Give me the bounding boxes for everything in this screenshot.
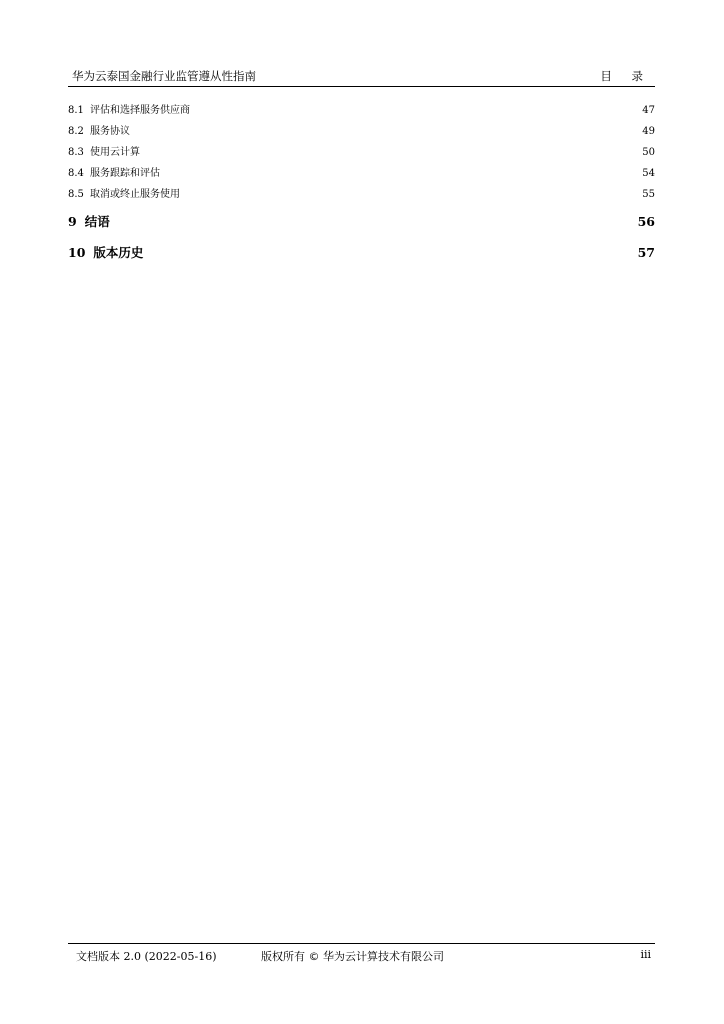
toc-number: 8.5 (68, 189, 84, 200)
dot-leader (145, 256, 635, 257)
dot-leader (162, 175, 640, 176)
toc-title: 版本历史 (93, 245, 144, 260)
toc-page-number: 54 (642, 168, 655, 179)
toc-title: 服务跟踪和评估 (90, 168, 160, 179)
dot-leader (192, 112, 640, 113)
dot-leader (182, 196, 640, 197)
toc-entry-8-4[interactable] (68, 163, 655, 184)
toc-title: 使用云计算 (90, 147, 140, 158)
toc-number: 9 (68, 214, 77, 229)
toc-page-number: 50 (642, 147, 655, 158)
toc-entry-10[interactable] (68, 238, 655, 267)
toc-title: 服务协议 (90, 126, 130, 137)
table-of-contents (68, 100, 655, 267)
page-number: iii (640, 948, 651, 961)
toc-number: 8.3 (68, 147, 84, 158)
toc-page-number: 49 (642, 126, 655, 137)
toc-entry-8-1[interactable] (68, 100, 655, 121)
document-version: 文档版本 2.0 (2022-05-16) (76, 950, 217, 963)
toc-title: 取消或终止服务使用 (90, 189, 180, 200)
toc-entry-9[interactable] (68, 207, 655, 236)
dot-leader (142, 154, 640, 155)
toc-number: 8.1 (68, 105, 84, 116)
toc-title: 评估和选择服务供应商 (90, 105, 190, 116)
toc-entry-8-2[interactable] (68, 121, 655, 142)
section-title: 目 录 (600, 69, 651, 83)
document-title: 华为云泰国金融行业监管遵从性指南 (72, 69, 256, 83)
copyright-notice: 版权所有 © 华为云计算技术有限公司 (261, 950, 444, 963)
toc-number: 8.2 (68, 126, 84, 137)
toc-page-number: 47 (642, 105, 655, 116)
toc-page-number: 56 (637, 214, 655, 229)
toc-entry-8-3[interactable] (68, 142, 655, 163)
dot-leader (132, 133, 640, 134)
toc-entry-8-5[interactable] (68, 184, 655, 205)
page-footer (68, 943, 655, 964)
page-header (68, 66, 655, 87)
toc-number: 10 (68, 245, 86, 260)
dot-leader (112, 225, 636, 226)
toc-page-number: 55 (642, 189, 655, 200)
toc-number: 8.4 (68, 168, 84, 179)
toc-page-number: 57 (637, 245, 655, 260)
toc-title: 结语 (84, 214, 110, 229)
